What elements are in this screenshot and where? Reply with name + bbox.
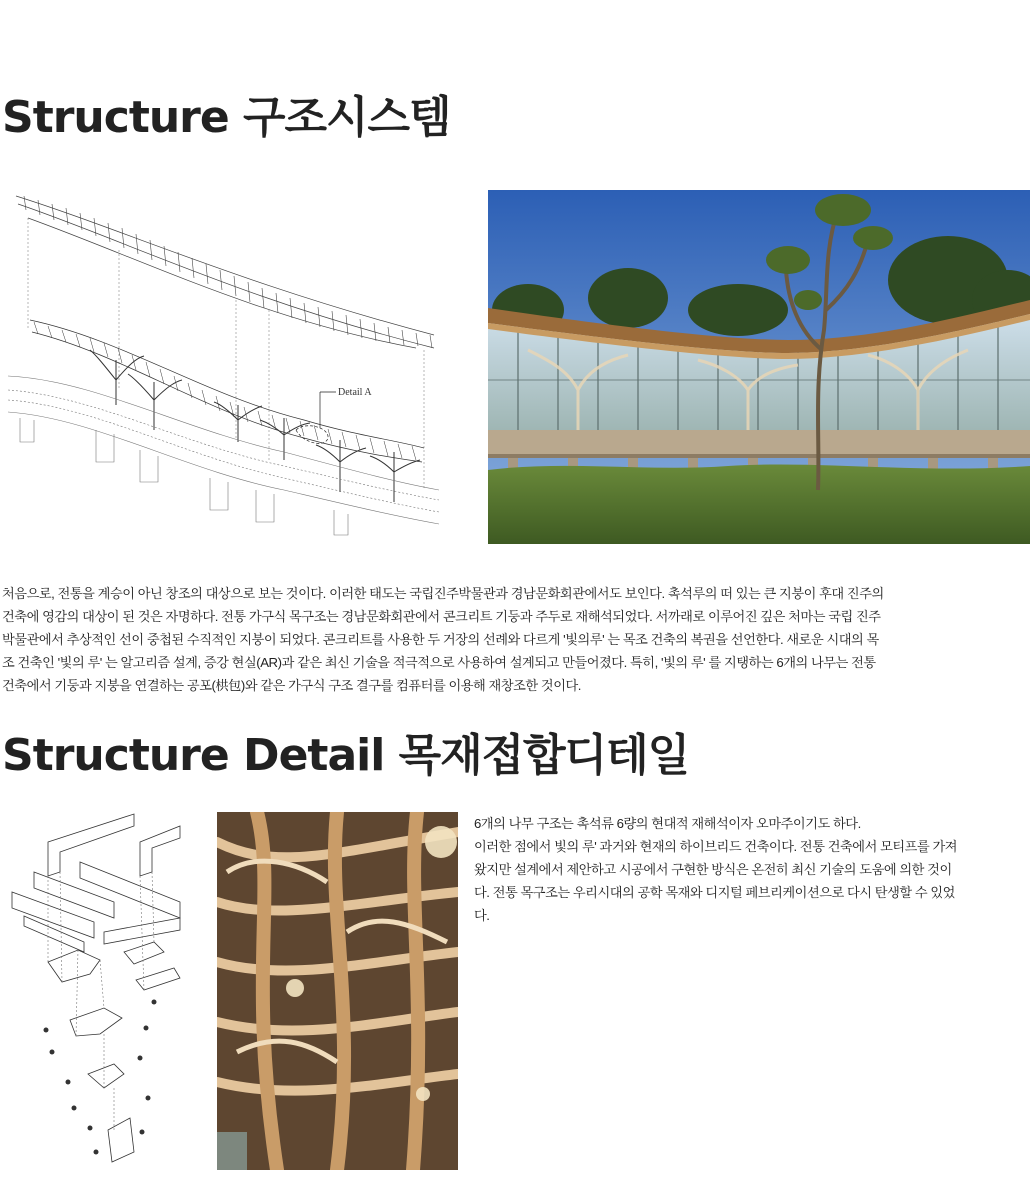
structure-axonometric-diagram (4, 190, 444, 540)
text-line: 박물관에서 추상적인 선이 중첩된 수직적인 지붕이 되었다. 콘크리트를 사용한 두 거장의 선례와 다르게 '빛의루' 는 목조 건축의 복권을 선언한다. 새로운 시대의 목 (2, 632, 879, 647)
section-title-structure-detail: Structure Detail 목재접합디테일 (2, 730, 690, 781)
text-line: 6개의 나무 구조는 촉석류 6량의 현대적 재해석이자 오마주이기도 하다. (474, 816, 861, 831)
text-line: 건축에 영감의 대상이 된 것은 자명하다. 전통 가구식 목구조는 경남문화회관에서 콘크리트 기둥과 주두로 재해석되었다. 서까래로 이루어진 깊은 처마는 국립 진주 (2, 609, 881, 624)
text-line: 다. 전통 목구조는 우리시대의 공학 목재와 디지털 페브리케이션으로 다시 탄생할 수 있었 (474, 885, 955, 900)
text-line: 왔지만 설계에서 제안하고 시공에서 구현한 방식은 온전히 최신 기술의 도움에 의한 것이 (474, 862, 952, 877)
tree-columns-drawing (90, 350, 420, 502)
detail-a-label: Detail A (338, 387, 372, 398)
joint-exploded-diagram (4, 812, 204, 1170)
timber-joint-interior-photo (217, 812, 458, 1170)
text-line: 건축에서 기둥과 지붕을 연결하는 공포(栱包)와 같은 가구식 구조 결구를 컴퓨터를 이용해 재창조한 것이다. (2, 678, 581, 693)
building-exterior-photo (488, 190, 1030, 544)
text-line: 다. (474, 908, 490, 923)
text-line: 처음으로, 전통을 계승이 아닌 창조의 대상으로 보는 것이다. 이러한 태도는 국립진주박물관과 경남문화회관에서도 보인다. 촉석루의 떠 있는 큰 지붕이 후대 진주의 (2, 586, 884, 601)
roof-layer-drawing (16, 196, 434, 348)
platform-drawing (8, 376, 439, 535)
text-line: 조 건축인 '빛의 루' 는 알고리즘 설계, 증강 현실(AR)과 같은 최신 기술을 적극적으로 사용하여 설계되고 만들어졌다. 특히, '빛의 루' 를 지탱하는 6개의 나무는 전통 (2, 655, 876, 670)
structure-detail-description (474, 812, 1030, 927)
structure-description (2, 582, 1028, 697)
section-title-structure: Structure 구조시스템 (2, 92, 451, 143)
text-line: 이러한 점에서 빛의 루' 과거와 현재의 하이브리드 건축이다. 전통 건축에서 모티프를 가져 (474, 839, 958, 854)
